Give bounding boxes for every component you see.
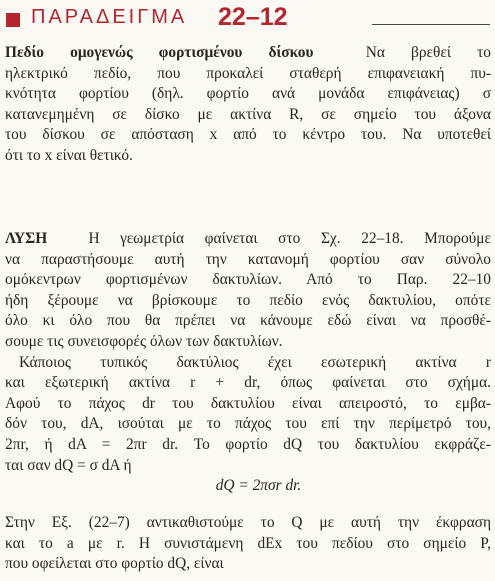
- example-header: [6, 5, 490, 31]
- statement-line: ότι το x είναι θετικό.: [5, 146, 133, 164]
- example-label: ΠΑΡΑΔΕΙΓΜΑ: [31, 6, 188, 28]
- solution-paragraph: [5, 229, 491, 476]
- continuation-line: που οφείλεται στο φορτίο dQ, είναι: [5, 555, 224, 573]
- solution-line: ήδη ξέρουμε να βρίσκουμε το πεδίο ενός δακτυλίου, οπότε: [5, 291, 491, 309]
- example-statement: [5, 43, 491, 167]
- solution-line: ται σαν dQ = σ dA ή: [5, 456, 132, 474]
- statement-line: ηλεκτρικό πεδίο, που προκαλεί σταθερή επιφανειακή πυ-: [5, 64, 491, 82]
- solution-line: Κάποιος τυπικός δακτύλιος έχει εσωτερική ακτίνα r: [19, 353, 491, 371]
- statement-line: κατανεμημένη σε δίσκο με ακτίνα R, σε σημείο του άξονα: [5, 105, 491, 123]
- red-square-marker: [6, 13, 20, 27]
- header-divider: [372, 24, 490, 25]
- solution-line: δόν του, dA, ισούται με το πάχος του επί την περίμετρό του,: [5, 415, 491, 433]
- solution-line: σουμε τις συνεισφορές όλων των δακτυλίων.: [5, 332, 283, 350]
- example-number: 22–12: [218, 3, 288, 31]
- statement-line: [5, 43, 491, 64]
- continuation-line: Στην Εξ. (22–7) αντικαθιστούμε το Q με αυτή την έκφραση: [5, 514, 491, 531]
- continuation-paragraph: [5, 513, 491, 575]
- solution-line: και εξωτερική ακτίνα r + dr, όπως φαίνεται στο σχήμα.: [5, 374, 491, 392]
- example-title: Πεδίο ομογενώς φορτισμένου δίσκου: [5, 44, 314, 61]
- solution-line: ομόκεντρων φορτισμένων δακτυλίων. Από το Παρ. 22–10: [5, 271, 491, 289]
- continuation-line: και το a με r. Η συνιστάμενη dEx του πεδίου στο σημείο P,: [5, 534, 491, 552]
- solution-line: [5, 229, 491, 250]
- solution-line: να παραστήσουμε αυτή την κατανομή φορτίου σαν σύνολο: [5, 250, 491, 268]
- statement-line: του δίσκου σε απόσταση x από το κέντρο του. Να υποτεθεί: [5, 126, 491, 144]
- solution-text: Η γεωμετρία φαίνεται στο Σχ. 22–18. Μπορούμε: [88, 230, 491, 247]
- statement-text: Να βρεθεί το: [365, 44, 491, 61]
- solution-line: Αφού το πάχος dr του δακτυλίου είναι απειροστό, το εμβα-: [5, 394, 491, 412]
- solution-line: όλο κι όλο που θα πρέπει να κάνουμε εδώ είναι να προσθέ-: [5, 312, 491, 330]
- solution-line: 2πr, ή dA = 2πr dr. Το φορτίο dQ του δακτυλίου εκφράζε-: [5, 435, 491, 453]
- statement-line: κνότητα φορτίου (δηλ. φορτίο ανά μονάδα επιφάνειας) σ: [5, 85, 491, 103]
- solution-label: ΛΥΣΗ: [5, 230, 48, 247]
- equation-dq: dQ = 2πσr dr.: [215, 477, 302, 494]
